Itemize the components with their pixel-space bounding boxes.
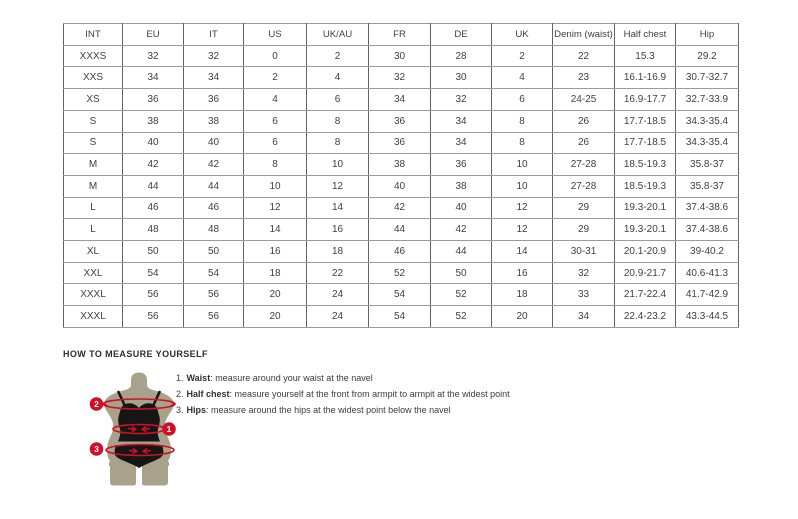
table-cell: 20.1-20.9 xyxy=(615,241,676,263)
item-number: 3. xyxy=(176,405,184,415)
table-cell: 12 xyxy=(244,197,307,219)
table-cell: 50 xyxy=(431,262,492,284)
table-cell: 18 xyxy=(492,284,553,306)
table-cell: 0 xyxy=(244,45,307,67)
table-cell: M xyxy=(64,175,123,197)
table-cell: 21.7-22.4 xyxy=(615,284,676,306)
table-cell: XXXL xyxy=(64,284,123,306)
table-cell: L xyxy=(64,197,123,219)
column-header: IT xyxy=(184,24,244,46)
table-cell: XL xyxy=(64,241,123,263)
table-row xyxy=(64,219,739,241)
measure-heading: HOW TO MEASURE YOURSELF xyxy=(63,349,208,359)
table-cell: 12 xyxy=(307,175,369,197)
table-cell: M xyxy=(64,154,123,176)
table-cell: 18.5-19.3 xyxy=(615,154,676,176)
table-cell: 56 xyxy=(123,284,184,306)
table-cell: 40.6-41.3 xyxy=(676,262,739,284)
table-cell: 27-28 xyxy=(553,175,615,197)
item-text: : measure around the hips at the widest point below the navel xyxy=(206,405,451,415)
table-cell: 44 xyxy=(184,175,244,197)
table-cell: 29 xyxy=(553,219,615,241)
table-cell: 16.9-17.7 xyxy=(615,89,676,111)
table-cell: L xyxy=(64,219,123,241)
table-cell: 26 xyxy=(553,110,615,132)
table-cell: 56 xyxy=(123,306,184,328)
table-row xyxy=(64,197,739,219)
table-cell: 2 xyxy=(492,45,553,67)
column-header: Denim (waist) xyxy=(553,24,615,46)
table-cell: 52 xyxy=(431,306,492,328)
table-cell: 30.7-32.7 xyxy=(676,67,739,89)
table-cell: 46 xyxy=(369,241,431,263)
table-cell: XS xyxy=(64,89,123,111)
table-cell: XXXS xyxy=(64,45,123,67)
table-row xyxy=(64,110,739,132)
item-text: : measure yourself at the front from armpit to armpit at the widest point xyxy=(229,389,510,399)
table-cell: 39-40.2 xyxy=(676,241,739,263)
table-cell: 20.9-21.7 xyxy=(615,262,676,284)
table-row xyxy=(64,45,739,67)
table-cell: 22.4-23.2 xyxy=(615,306,676,328)
table-cell: 44 xyxy=(431,241,492,263)
table-cell: 52 xyxy=(431,284,492,306)
table-cell: 16 xyxy=(492,262,553,284)
table-cell: 24-25 xyxy=(553,89,615,111)
table-cell: 34.3-35.4 xyxy=(676,132,739,154)
table-cell: 38 xyxy=(431,175,492,197)
table-cell: 54 xyxy=(369,284,431,306)
table-cell: 34 xyxy=(553,306,615,328)
table-cell: XXXL xyxy=(64,306,123,328)
table-cell: 34 xyxy=(431,110,492,132)
table-cell: S xyxy=(64,110,123,132)
table-row xyxy=(64,154,739,176)
table-cell: 44 xyxy=(123,175,184,197)
table-cell: 56 xyxy=(184,306,244,328)
table-cell: 4 xyxy=(307,67,369,89)
table-cell: 19.3-20.1 xyxy=(615,219,676,241)
table-cell: 15.3 xyxy=(615,45,676,67)
table-cell: 30-31 xyxy=(553,241,615,263)
table-header-row xyxy=(64,24,739,46)
table-cell: 52 xyxy=(369,262,431,284)
table-cell: 46 xyxy=(123,197,184,219)
column-header: DE xyxy=(431,24,492,46)
table-cell: 2 xyxy=(307,45,369,67)
table-cell: 32 xyxy=(369,67,431,89)
table-cell: 38 xyxy=(369,154,431,176)
badge-hips xyxy=(90,442,104,456)
measure-item-waist xyxy=(176,374,510,384)
table-cell: 6 xyxy=(307,89,369,111)
table-cell: 42 xyxy=(123,154,184,176)
column-header: UK/AU xyxy=(307,24,369,46)
table-row xyxy=(64,262,739,284)
table-cell: 50 xyxy=(123,241,184,263)
table-cell: 37.4-38.6 xyxy=(676,197,739,219)
measure-instructions xyxy=(176,374,510,422)
table-row xyxy=(64,284,739,306)
svg-text:3: 3 xyxy=(94,444,99,454)
table-row xyxy=(64,132,739,154)
table-row xyxy=(64,89,739,111)
table-cell: 36 xyxy=(369,110,431,132)
table-cell: 16 xyxy=(307,219,369,241)
table-cell: 34.3-35.4 xyxy=(676,110,739,132)
table-cell: 38 xyxy=(184,110,244,132)
table-row xyxy=(64,306,739,328)
table-cell: 16.1-16.9 xyxy=(615,67,676,89)
table-cell: 24 xyxy=(307,306,369,328)
item-label: Half chest xyxy=(186,389,230,399)
table-cell: 30 xyxy=(369,45,431,67)
item-label: Waist xyxy=(186,373,211,383)
table-cell: 36 xyxy=(123,89,184,111)
table-cell: 20 xyxy=(244,306,307,328)
table-cell: 10 xyxy=(492,154,553,176)
table-cell: 20 xyxy=(492,306,553,328)
table-cell: 34 xyxy=(431,132,492,154)
table-cell: 22 xyxy=(307,262,369,284)
table-cell: 56 xyxy=(184,284,244,306)
table-cell: 8 xyxy=(244,154,307,176)
table-cell: 14 xyxy=(244,219,307,241)
item-number: 2. xyxy=(176,389,184,399)
table-cell: 23 xyxy=(553,67,615,89)
table-cell: 42 xyxy=(184,154,244,176)
table-cell: 8 xyxy=(492,132,553,154)
table-cell: 28 xyxy=(431,45,492,67)
table-cell: 32 xyxy=(184,45,244,67)
column-header: INT xyxy=(64,24,123,46)
size-table xyxy=(63,23,739,328)
table-cell: 10 xyxy=(492,175,553,197)
table-cell: 36 xyxy=(184,89,244,111)
table-cell: 40 xyxy=(369,175,431,197)
svg-text:1: 1 xyxy=(166,424,172,434)
table-cell: 8 xyxy=(307,132,369,154)
table-cell: 10 xyxy=(244,175,307,197)
table-cell: 35.8-37 xyxy=(676,175,739,197)
table-cell: 8 xyxy=(492,110,553,132)
table-cell: 48 xyxy=(184,219,244,241)
svg-text:2: 2 xyxy=(94,399,99,409)
table-cell: 17.7-18.5 xyxy=(615,110,676,132)
table-row xyxy=(64,241,739,263)
table-cell: 4 xyxy=(492,67,553,89)
badge-waist xyxy=(162,422,176,436)
measure-item-half-chest xyxy=(176,390,510,400)
table-cell: 19.3-20.1 xyxy=(615,197,676,219)
table-cell: 32 xyxy=(431,89,492,111)
table-cell: 18.5-19.3 xyxy=(615,175,676,197)
table-cell: 34 xyxy=(123,67,184,89)
table-cell: 6 xyxy=(244,110,307,132)
table-cell: XXS xyxy=(64,67,123,89)
item-number: 1. xyxy=(176,373,184,383)
table-cell: 29.2 xyxy=(676,45,739,67)
table-row xyxy=(64,67,739,89)
table-cell: 42 xyxy=(369,197,431,219)
table-cell: 12 xyxy=(492,219,553,241)
table-cell: 4 xyxy=(244,89,307,111)
table-cell: 46 xyxy=(184,197,244,219)
table-row xyxy=(64,175,739,197)
table-cell: 48 xyxy=(123,219,184,241)
table-cell: 16 xyxy=(244,241,307,263)
column-header: FR xyxy=(369,24,431,46)
table-cell: 40 xyxy=(184,132,244,154)
measure-item-hips xyxy=(176,406,510,416)
table-cell: 44 xyxy=(369,219,431,241)
column-header: UK xyxy=(492,24,553,46)
table-cell: 37.4-38.6 xyxy=(676,219,739,241)
table-cell: 2 xyxy=(244,67,307,89)
table-cell: 22 xyxy=(553,45,615,67)
table-cell: 18 xyxy=(244,262,307,284)
table-cell: 29 xyxy=(553,197,615,219)
badge-chest xyxy=(90,397,104,411)
column-header: US xyxy=(244,24,307,46)
column-header: Half chest xyxy=(615,24,676,46)
table-cell: S xyxy=(64,132,123,154)
item-text: : measure around your waist at the navel xyxy=(210,373,373,383)
table-cell: 32 xyxy=(123,45,184,67)
table-cell: 54 xyxy=(369,306,431,328)
table-cell: 12 xyxy=(492,197,553,219)
table-cell: 14 xyxy=(492,241,553,263)
table-cell: 50 xyxy=(184,241,244,263)
table-cell: 18 xyxy=(307,241,369,263)
table-cell: 40 xyxy=(123,132,184,154)
table-cell: 27-28 xyxy=(553,154,615,176)
table-cell: 6 xyxy=(244,132,307,154)
table-cell: 20 xyxy=(244,284,307,306)
table-cell: 17.7-18.5 xyxy=(615,132,676,154)
table-cell: 54 xyxy=(123,262,184,284)
item-label: Hips xyxy=(186,405,207,415)
table-cell: XXL xyxy=(64,262,123,284)
table-cell: 33 xyxy=(553,284,615,306)
table-cell: 34 xyxy=(369,89,431,111)
table-cell: 24 xyxy=(307,284,369,306)
table-cell: 40 xyxy=(431,197,492,219)
column-header: EU xyxy=(123,24,184,46)
table-cell: 35.8-37 xyxy=(676,154,739,176)
table-cell: 14 xyxy=(307,197,369,219)
table-cell: 54 xyxy=(184,262,244,284)
table-cell: 43.3-44.5 xyxy=(676,306,739,328)
table-cell: 38 xyxy=(123,110,184,132)
table-cell: 10 xyxy=(307,154,369,176)
table-cell: 41.7-42.9 xyxy=(676,284,739,306)
table-cell: 36 xyxy=(369,132,431,154)
table-cell: 8 xyxy=(307,110,369,132)
table-cell: 6 xyxy=(492,89,553,111)
table-cell: 32.7-33.9 xyxy=(676,89,739,111)
table-cell: 36 xyxy=(431,154,492,176)
table-cell: 42 xyxy=(431,219,492,241)
table-cell: 30 xyxy=(431,67,492,89)
table-cell: 32 xyxy=(553,262,615,284)
table-cell: 34 xyxy=(184,67,244,89)
table-cell: 26 xyxy=(553,132,615,154)
column-header: Hip xyxy=(676,24,739,46)
